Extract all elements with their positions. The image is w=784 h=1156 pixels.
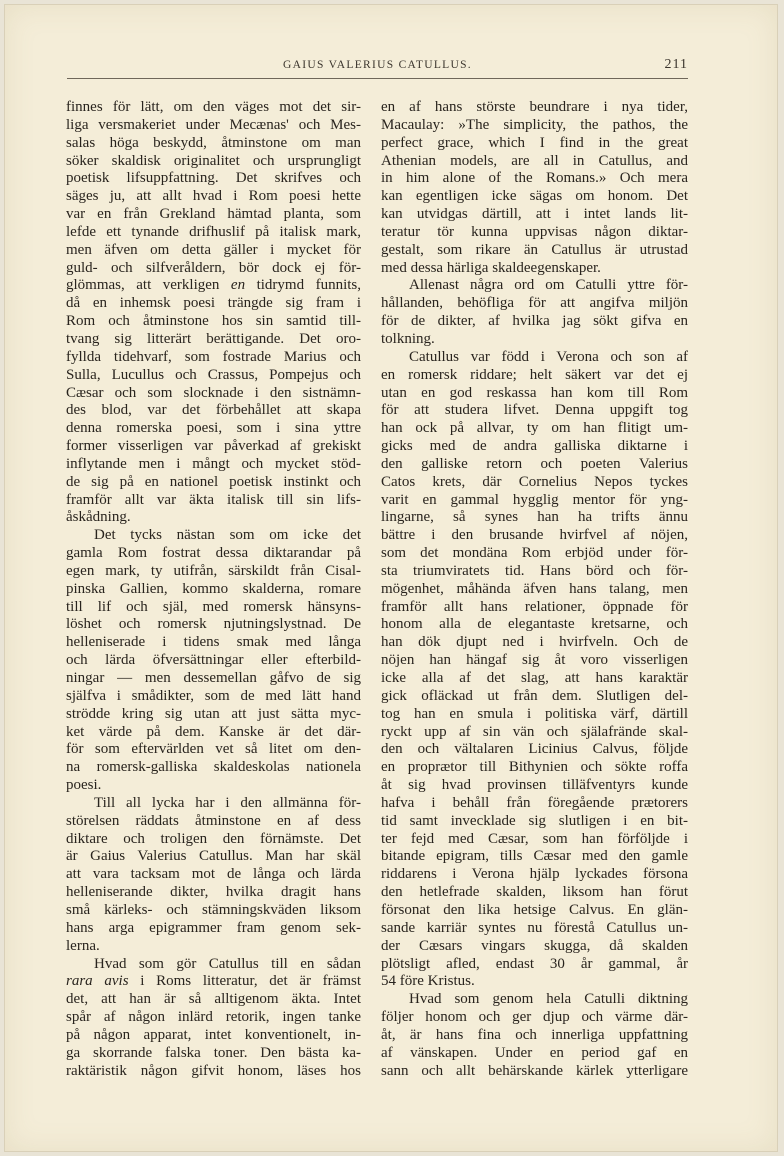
text-line: fyllda tidehvarf, som fostrade Marius och <box>66 348 361 365</box>
text-line: gestalt, som rikare än Catullus är utrustad <box>381 241 688 258</box>
text-line: men äfven om detta gäller i mycket för <box>66 241 361 258</box>
text-line: gicks med de andra galliska diktarne i <box>381 438 688 455</box>
text-line: då en inhemsk poesi trängde sig fram i <box>66 295 361 312</box>
text-line: tid samt invecklade sig slutligen i en bit- <box>381 812 688 829</box>
text-line: Till all lycka har i den allmänna för- <box>94 794 361 811</box>
text-segment: i Roms litteratur, det är främst <box>128 973 361 990</box>
text-line: en af hans störste beundrare i nya tider, <box>381 99 688 115</box>
text-line: är Gaius Valerius Catullus. Man har skäl <box>66 848 361 865</box>
text-line: med dessa härliga skaldeegenskaper. <box>381 259 601 276</box>
text-line: Hvad som genom hela Catulli diktning <box>409 991 688 1008</box>
text-line: åt sig hvad provinsen tilläfventyrs kunde <box>381 777 688 794</box>
text-line: inflytande men i mångt och mycket stöd- <box>66 455 361 472</box>
text-line: utan en god reskassa han kom till Rom <box>381 384 688 401</box>
text-line: Sulla, Lucullus och Crassus, Pompejus och <box>66 366 361 383</box>
running-head <box>67 57 688 75</box>
text-line: lefde ett tynande drifhuslif på italisk mark, <box>66 223 361 240</box>
text-line: hafva i behåll från föregående prætorers <box>381 794 688 811</box>
text-line: helleniserande dikter, hvilka dragit hans <box>66 884 361 901</box>
text-line: denna romerska poesi, som i sina yttre <box>66 420 361 437</box>
text-line: sann och allt behärskande kärlek ytterligare <box>381 1062 688 1079</box>
text-line: som det mondäna Rom erbjöd under för- <box>381 545 688 562</box>
text-line: kan utvidgas därtill, att i intet lands lit- <box>381 206 688 223</box>
text-line: åt, är hans fina och innerliga uppfattning <box>381 1026 688 1043</box>
text-line: löshet och romersk njutningslystnad. De <box>66 616 361 633</box>
text-line: han dök djupt ned i hvirfveln. Och de <box>381 634 688 651</box>
text-line: des blod, var det förbehållet att skapa <box>66 402 361 419</box>
text-line: honom alla de elegantaste kretsarne, och <box>381 616 688 633</box>
text-line: söker skaldisk originalitet och ursprungligt <box>66 152 361 169</box>
text-line: han ock på allvar, ty om han flitigt um- <box>381 420 688 437</box>
text-line: gick ofläckad ut från dem. Slutligen del- <box>381 687 688 704</box>
text-line: perfect grace, which I find in the great <box>381 134 688 151</box>
text-line: liga versmakeriet under Mecænas' och Mes- <box>66 116 361 133</box>
text-line: ningar — men dessemellan gåfvo de sig <box>66 670 361 686</box>
text-line: strödde kring sig utan att just sätta myc- <box>66 705 361 722</box>
text-line: ga skorrande falska toner. Den bästa ka- <box>66 1044 361 1061</box>
text-line <box>66 973 361 991</box>
text-line: lingarne, så synes han ha trifts ännu <box>381 509 688 526</box>
text-line: ryckt upp af sin vän och själafrände skal- <box>381 723 688 740</box>
text-line: själfva i smådikter, som de med lätt hand <box>66 687 361 704</box>
text-line: poesi. <box>66 777 102 794</box>
text-line: plötsligt afled, endast 30 år gammal, år <box>381 955 688 972</box>
text-line: en proprætor till Bithynien och sökte roffa <box>381 759 688 776</box>
text-line: poetisk lifsuppfattning. Det skrifves och <box>66 170 361 187</box>
text-line: helleniserade i tidens smak med långa <box>66 634 361 651</box>
text-line: den galliske retorn och poeten Valerius <box>381 455 688 472</box>
text-line: finnes för lätt, om den väges mot det sir- <box>66 99 361 115</box>
header-rule <box>67 78 688 79</box>
text-line: Athenian models, are all in Catullus, and <box>381 152 688 169</box>
text-line: guld- och silfveråldern, bör dock ej för- <box>66 259 361 276</box>
text-line: der Cæsars vingars skugga, då skalden <box>381 937 688 954</box>
text-line: varit en gammal hygglig mentor för yng- <box>381 491 688 508</box>
text-line: 54 före Kristus. <box>381 973 475 990</box>
text-segment: tidrymd funnits, <box>245 277 361 294</box>
text-line: Macaulay: »The simplicity, the pathos, the <box>381 116 688 133</box>
book-page <box>4 4 778 1152</box>
text-line: bättre i den brusande hvirfvel af nöjen, <box>381 527 688 544</box>
text-line: säges ju, att allt hvad i Rom poesi hette <box>66 188 361 205</box>
text-line: Hvad som gör Catullus till en sådan <box>94 955 361 972</box>
text-line: ter fejd med Cæsar, som han förföljde i <box>381 830 688 847</box>
italic-text: en <box>230 277 246 294</box>
text-line: icke alla af det slag, att hans karaktär <box>381 670 688 686</box>
text-line: kan egentligen icke sägas om honom. Det <box>381 188 688 205</box>
text-line: Rom och åtminstone hos sin samtid till- <box>66 313 361 330</box>
text-line: en romersk riddare; helt säkert var det ej <box>381 366 688 383</box>
text-line: sande karriär syntes nu förestå Catullus un- <box>381 919 688 936</box>
running-title: GAIUS VALERIUS CATULLUS. <box>283 59 472 71</box>
text-line: det, att han är så alltigenom äkta. Intet <box>66 991 361 1008</box>
text-line: sta triumviratets tid. Hans börd och för- <box>381 562 688 579</box>
text-line: na romersk-galliska skaldeskolas nationela <box>66 759 361 776</box>
text-line: pinska Gallien, kommo skalderna, romare <box>66 580 361 597</box>
text-line: salas höga beskydd, åtminstone om man <box>66 134 361 151</box>
text-line: ket värde på dem. Kanske är det där- <box>66 723 361 740</box>
text-line: tolkning. <box>381 330 435 347</box>
text-line: störelsen räddats åtminstone en af dess <box>66 812 361 829</box>
text-line: teratur tör kunna uppvisas någon diktar- <box>381 223 688 240</box>
text-line: in him alone of the Romans.» Och mera <box>381 170 688 187</box>
text-line: tvang sig litterärt berättigande. Det oro- <box>66 330 361 347</box>
text-line: var en från Grekland hämtad planta, som <box>66 206 361 223</box>
text-line: gamla Rom fostrat dessa diktarandar på <box>66 545 361 562</box>
text-line: framför allt hans relationer, öppnade för <box>381 598 688 615</box>
text-line: hållanden, behöfliga för att angifva miljön <box>381 295 688 312</box>
text-line: åskådning. <box>66 509 131 526</box>
text-line: diktare och troligen den förnämste. Det <box>66 830 361 847</box>
text-line: riddarens i Verona hjälp lyckades försona <box>381 866 688 883</box>
text-line: på någon apparat, intet konventionelt, in- <box>66 1026 361 1043</box>
text-column-right <box>381 99 688 1080</box>
text-line: lerna. <box>66 937 100 954</box>
text-line: Allenast några ord om Catulli yttre för- <box>409 277 688 294</box>
text-line: den och vältalaren Licinius Calvus, följde <box>381 741 688 758</box>
text-segment: glömmas, att verkligen <box>66 277 231 294</box>
text-line: Det tycks nästan som om icke det <box>94 527 361 544</box>
text-line: raktäristik någon gifvit honom, läses hos <box>66 1062 361 1079</box>
text-line: och lärda öfversättningar eller efterbild- <box>66 652 361 669</box>
text-line: af vänskapen. Under en period gaf en <box>381 1044 688 1061</box>
text-line: hans arga epigrammer fram genom sek- <box>66 919 361 936</box>
text-line: till lif och själ, med romersk hänsyns- <box>66 598 361 615</box>
text-line: framför allt var äkta italisk till sin lifs- <box>66 491 361 508</box>
text-line: för att studera lifvet. Denna uppgift tog <box>381 402 688 419</box>
text-line: följer honom och ger djup och värme där- <box>381 1009 688 1026</box>
text-line: mögenhet, måhända äfven hans talang, men <box>381 580 688 597</box>
text-line: former visserligen var påverkad af grekiskt <box>66 438 361 455</box>
text-column-left <box>66 99 361 1080</box>
text-line: spår af någon inlärd retorik, ingen tanke <box>66 1009 361 1026</box>
text-line: bitande epigram, tills Cæsar med den gamle <box>381 848 688 865</box>
text-line: Cæsar och som slocknade i den sistnämn- <box>66 384 361 401</box>
text-line: små kärleks- och stämningskväden liksom <box>66 901 361 918</box>
text-line: egen mark, ty utifrån, särskildt från Cisal- <box>66 562 361 579</box>
text-line: att vara tacksam mot de långa och lärda <box>66 866 361 883</box>
page-number: 211 <box>664 57 688 72</box>
text-line <box>66 277 361 295</box>
text-line: för de dikter, af hvilka jag sökt gifva en <box>381 313 688 330</box>
text-line: försonat den lika hetsige Calvus. En glän- <box>381 901 688 918</box>
italic-text: rara avis <box>66 973 129 990</box>
text-line: Catos krets, där Cornelius Nepos tyckes <box>381 473 688 490</box>
text-line: tog han en smula i politiska värf, därtill <box>381 705 688 722</box>
text-line: den hetlefrade skalden, liksom han förut <box>381 884 688 901</box>
text-line: Catullus var född i Verona och son af <box>409 348 688 365</box>
text-line: de sig på en nationel poetisk instinkt och <box>66 473 361 490</box>
text-line: för som eftervärlden vet så litet om den- <box>66 741 361 758</box>
text-line: nöjen han hängaf sig åt voro visserligen <box>381 652 688 669</box>
